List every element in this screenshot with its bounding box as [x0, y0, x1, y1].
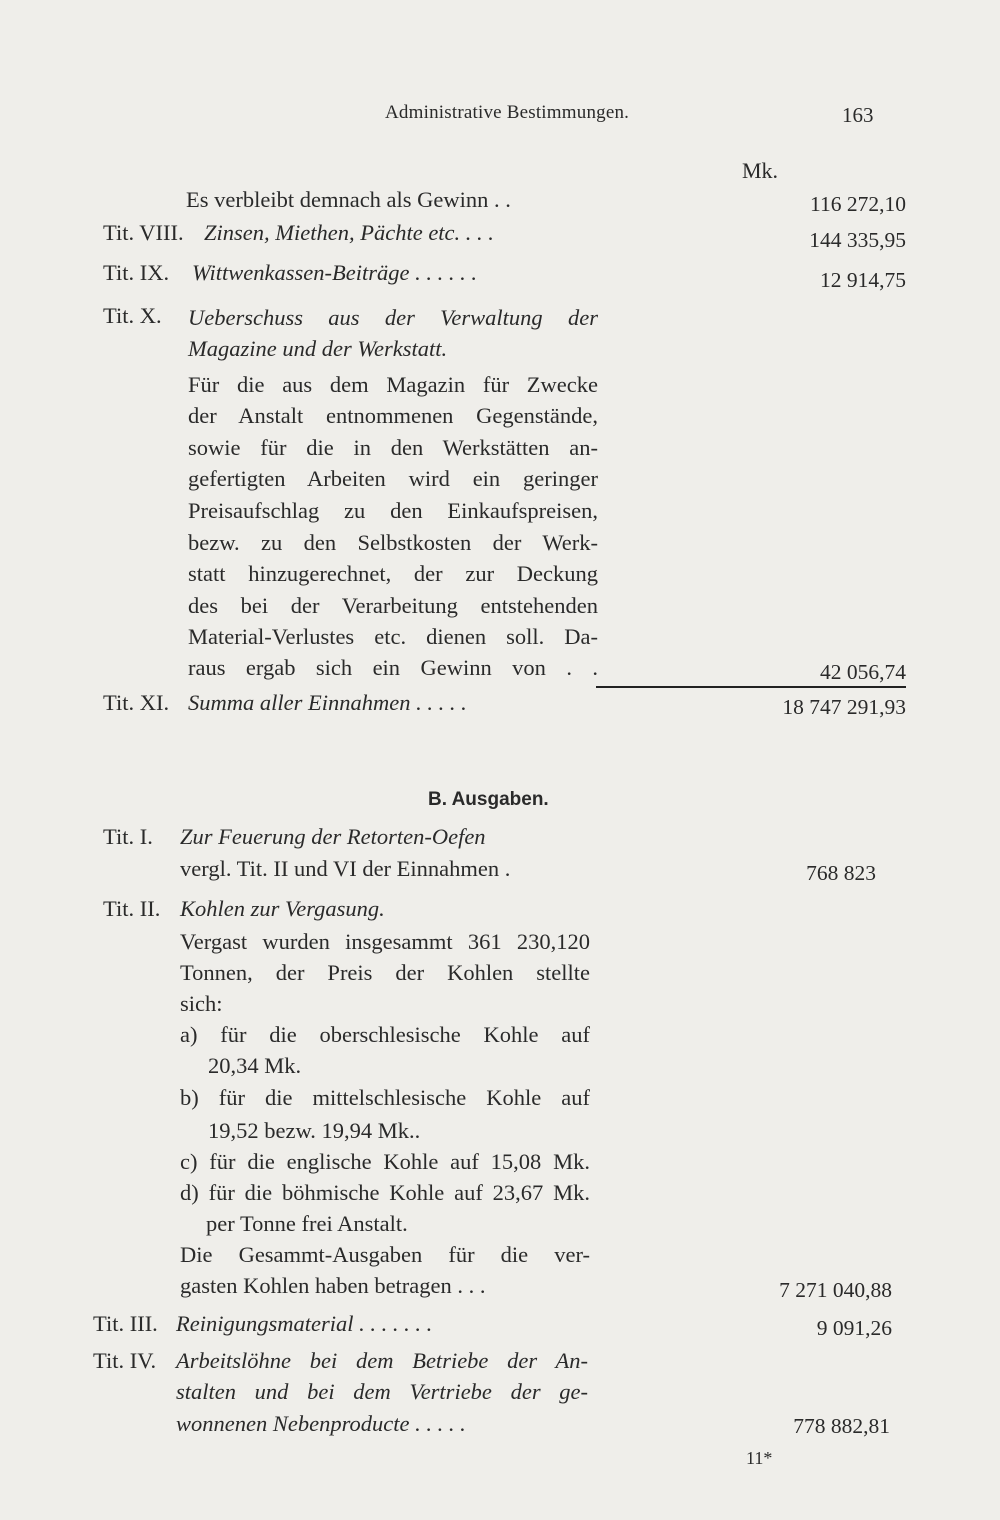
- tit-ii-label: Tit. II.: [103, 896, 161, 921]
- tit-xi-label: Tit. XI.: [103, 690, 170, 715]
- tit-viii-label: Tit. VIII.: [103, 220, 184, 245]
- running-header: Administrative Bestimmungen.: [385, 102, 630, 123]
- tit-x-body-line-4: gefertigten Arbeiten wird ein geringer: [188, 466, 598, 491]
- tit-x-amount: 42 056,74: [820, 660, 906, 684]
- tit-x-body-line-8: des bei der Verarbeitung entstehenden: [188, 593, 598, 618]
- tit-iii-amount: 9 091,26: [816, 1316, 892, 1340]
- tit-x-body-line-10: raus ergab sich ein Gewinn von . .: [188, 655, 598, 680]
- tit-xi-title: Summa aller Einnahmen . . . . .: [188, 690, 467, 715]
- sum-rule: [596, 686, 906, 688]
- tit-ii-body-line-11: Die Gesammt-Ausgaben für die ver-: [180, 1242, 590, 1267]
- tit-ix-label: Tit. IX.: [103, 260, 170, 285]
- remaining-profit-text: Es verbleibt demnach als Gewinn . .: [186, 187, 511, 212]
- tit-iv-amount: 778 882,81: [793, 1414, 890, 1438]
- tit-x-body-line-2: der Anstalt entnommenen Gegenstände,: [188, 403, 598, 428]
- tit-ii-body-line-2: Tonnen, der Preis der Kohlen stellte: [180, 960, 590, 985]
- currency-label: Mk.: [742, 158, 779, 183]
- tit-i-body: vergl. Tit. II und VI der Einnahmen .: [180, 856, 511, 881]
- tit-ii-body-line-12: gasten Kohlen haben betragen . . .: [180, 1273, 486, 1298]
- tit-x-body-line-6: bezw. zu den Selbstkosten der Werk-: [188, 530, 598, 555]
- tit-ii-body-line-1: Vergast wurden insgesammt 361 230,120: [180, 929, 590, 954]
- tit-ii-title: Kohlen zur Vergasung.: [180, 896, 385, 921]
- remaining-profit-amount: 116 272,10: [810, 192, 906, 216]
- tit-ii-body-line-3: sich:: [180, 991, 223, 1016]
- tit-viii-amount: 144 335,95: [809, 228, 906, 252]
- tit-x-body-line-5: Preisaufschlag zu den Einkaufspreisen,: [188, 498, 598, 523]
- tit-ix-amount: 12 914,75: [820, 268, 906, 292]
- tit-x-label: Tit. X.: [103, 303, 162, 328]
- tit-ii-body-line-9: d) für die böhmische Kohle auf 23,67 Mk.: [180, 1180, 590, 1205]
- tit-iv-title-line-2: stalten und bei dem Vertriebe der ge-: [176, 1379, 588, 1404]
- tit-ii-body-line-7: 19,52 bezw. 19,94 Mk..: [208, 1118, 421, 1143]
- tit-ii-amount: 7 271 040,88: [779, 1278, 892, 1302]
- tit-iii-title: Reinigungsmaterial . . . . . . .: [176, 1311, 433, 1336]
- tit-ii-body-line-4: a) für die oberschlesische Kohle auf: [180, 1022, 590, 1047]
- tit-ii-body-line-6: b) für die mittelschlesische Kohle auf: [180, 1085, 590, 1110]
- tit-i-label: Tit. I.: [103, 824, 153, 849]
- tit-x-body-line-3: sowie für die in den Werkstätten an-: [188, 435, 598, 460]
- tit-x-body-line-9: Material-Verlustes etc. dienen soll. Da-: [188, 624, 598, 649]
- tit-x-body-line-7: statt hinzugerechnet, der zur Deckung: [188, 561, 598, 586]
- tit-x-body-line-1: Für die aus dem Magazin für Zwecke: [188, 372, 598, 397]
- tit-x-title-line-1: Ueberschuss aus der Verwaltung der: [188, 305, 598, 330]
- tit-ii-body-line-5: 20,34 Mk.: [208, 1053, 302, 1078]
- tit-ix-title: Wittwenkassen-Beiträge . . . . . .: [192, 260, 477, 285]
- tit-ii-body-line-8: c) für die englische Kohle auf 15,08 Mk.: [180, 1149, 590, 1174]
- page-number: 163: [842, 103, 874, 127]
- tit-iv-title-line-1: Arbeitslöhne bei dem Betriebe der An-: [176, 1348, 588, 1373]
- tit-xi-amount: 18 747 291,93: [782, 695, 906, 719]
- tit-x-title-line-2: Magazine und der Werkstatt.: [188, 336, 448, 361]
- tit-i-amount: 768 823: [806, 861, 876, 885]
- tit-iii-label: Tit. III.: [93, 1311, 158, 1336]
- tit-ii-body-line-10: per Tonne frei Anstalt.: [206, 1211, 408, 1236]
- signature-mark: 11*: [746, 1448, 773, 1468]
- tit-iv-label: Tit. IV.: [93, 1348, 157, 1373]
- tit-i-title: Zur Feuerung der Retorten-Oefen: [180, 824, 486, 849]
- tit-viii-title: Zinsen, Miethen, Pächte etc. . . .: [204, 220, 494, 245]
- tit-iv-title-line-3: wonnenen Nebenproducte . . . . .: [176, 1411, 466, 1436]
- section-heading-ausgaben: B. Ausgaben.: [428, 789, 549, 810]
